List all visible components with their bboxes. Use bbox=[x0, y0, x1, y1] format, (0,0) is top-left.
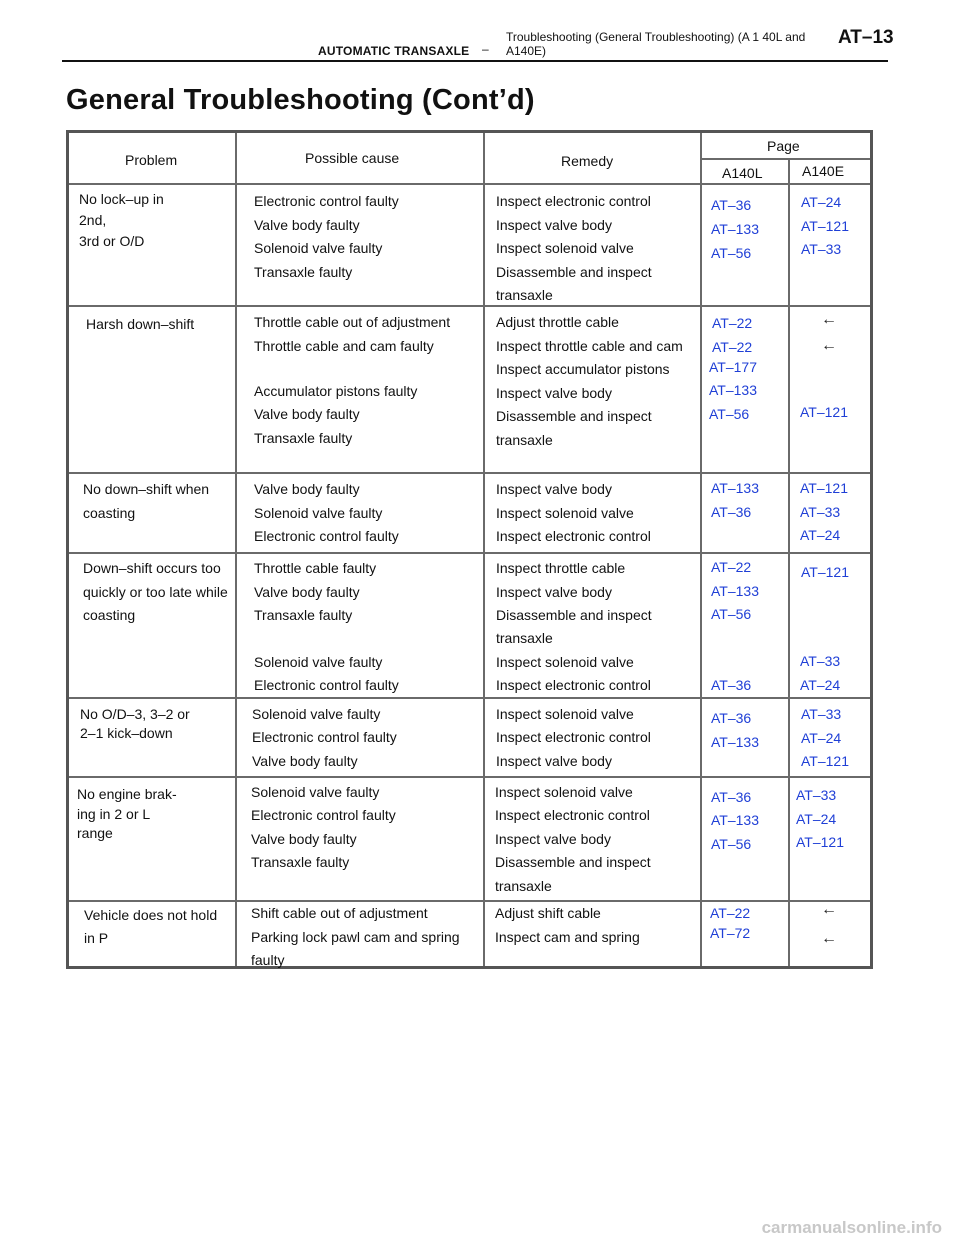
problem-text: No O/D–3, 3–2 or bbox=[80, 706, 190, 722]
cause-text: faulty bbox=[251, 952, 285, 968]
problem-text: Down–shift occurs too bbox=[83, 560, 221, 576]
page-ref-a140l[interactable]: AT–36 bbox=[711, 677, 752, 693]
header-rule bbox=[62, 60, 888, 62]
remedy-text: Inspect solenoid valve bbox=[495, 784, 633, 800]
cause-text: Solenoid valve faulty bbox=[254, 240, 383, 256]
remedy-text: Inspect solenoid valve bbox=[496, 706, 634, 722]
header-subtitle: Troubleshooting (General Troubleshooting) (A 1 40L and A140E) bbox=[506, 30, 806, 58]
remedy-text: Inspect valve body bbox=[496, 584, 612, 600]
remedy-text: Disassemble and inspect bbox=[495, 854, 651, 870]
remedy-text: transaxle bbox=[496, 630, 553, 646]
remedy-text: Inspect solenoid valve bbox=[496, 505, 634, 521]
page-title: General Troubleshooting (Cont’d) bbox=[66, 84, 535, 116]
header-section: AUTOMATIC TRANSAXLE bbox=[318, 44, 470, 58]
header-dash: – bbox=[482, 42, 489, 56]
page-ref-a140l[interactable]: AT–22 bbox=[710, 905, 751, 921]
col-divider-remedy bbox=[700, 133, 702, 966]
cause-text: Valve body faulty bbox=[254, 406, 360, 422]
problem-text: No engine brak- bbox=[77, 786, 177, 802]
cause-text: Electronic control faulty bbox=[254, 528, 399, 544]
page-ref-a140e[interactable]: AT–33 bbox=[796, 787, 837, 803]
page-ref-a140e[interactable]: AT–121 bbox=[796, 834, 844, 850]
cause-text: Transaxle faulty bbox=[254, 430, 353, 446]
remedy-text: Inspect electronic control bbox=[496, 528, 651, 544]
remedy-text: Disassemble and inspect bbox=[496, 607, 652, 623]
cause-text: Throttle cable faulty bbox=[254, 560, 377, 576]
problem-text: coasting bbox=[83, 607, 136, 623]
cause-text: Throttle cable out of adjustment bbox=[254, 314, 451, 330]
col-header-cause: Possible cause bbox=[305, 150, 400, 166]
left-arrow-icon: ← bbox=[821, 337, 837, 354]
page-ref-a140e[interactable]: AT–33 bbox=[801, 241, 842, 257]
row-divider bbox=[69, 552, 870, 554]
remedy-text: Inspect valve body bbox=[496, 753, 612, 769]
row-divider bbox=[69, 305, 870, 307]
cause-text: Parking lock pawl cam and spring bbox=[251, 929, 460, 945]
col-header-a140l: A140L bbox=[722, 165, 763, 181]
remedy-text: Inspect accumulator pistons bbox=[496, 361, 670, 377]
cause-text: Accumulator pistons faulty bbox=[254, 383, 418, 399]
remedy-text: Inspect valve body bbox=[496, 481, 612, 497]
page-ref-a140e[interactable]: AT–24 bbox=[801, 194, 842, 210]
cause-text: Electronic control faulty bbox=[251, 807, 396, 823]
col-header-a140e: A140E bbox=[802, 163, 845, 179]
remedy-text: transaxle bbox=[496, 287, 553, 303]
remedy-text: transaxle bbox=[496, 432, 553, 448]
problem-text: 3rd or O/D bbox=[79, 233, 145, 249]
page-ref-a140l[interactable]: AT–72 bbox=[710, 925, 751, 941]
cause-text: Valve body faulty bbox=[251, 831, 357, 847]
remedy-text: Inspect electronic control bbox=[496, 677, 651, 693]
row-divider bbox=[69, 776, 870, 778]
remedy-text: Inspect valve body bbox=[495, 831, 611, 847]
page-ref-a140l[interactable]: AT–133 bbox=[711, 812, 759, 828]
cause-text: Solenoid valve faulty bbox=[254, 654, 383, 670]
remedy-text: Inspect solenoid valve bbox=[496, 654, 634, 670]
troubleshooting-table bbox=[66, 130, 873, 969]
remedy-text: Inspect electronic control bbox=[496, 729, 651, 745]
page-ref-a140e[interactable]: AT–24 bbox=[800, 677, 841, 693]
remedy-text: Inspect electronic control bbox=[495, 807, 650, 823]
page-ref-a140l[interactable]: AT–36 bbox=[711, 504, 752, 520]
problem-text: in P bbox=[84, 930, 109, 946]
col-divider-problem bbox=[235, 133, 237, 966]
problem-text: No down–shift when bbox=[83, 481, 210, 497]
page-ref-a140e[interactable]: AT–121 bbox=[800, 480, 848, 496]
problem-text: quickly or too late while bbox=[83, 584, 228, 600]
page-ref-a140e[interactable]: AT–33 bbox=[800, 653, 841, 669]
remedy-text: Inspect electronic control bbox=[496, 193, 651, 209]
page-ref-a140l[interactable]: AT–22 bbox=[712, 315, 753, 331]
col-divider-page bbox=[788, 158, 790, 966]
cause-text: Valve body faulty bbox=[254, 217, 360, 233]
page-ref-a140l[interactable]: AT–36 bbox=[711, 197, 752, 213]
cause-text: Transaxle faulty bbox=[251, 854, 350, 870]
page-ref-a140l[interactable]: AT–133 bbox=[709, 382, 757, 398]
page-ref-a140e[interactable]: AT–24 bbox=[801, 730, 842, 746]
problem-text: ing in 2 or L bbox=[77, 806, 151, 822]
problem-text: 2nd, bbox=[79, 212, 107, 228]
cause-text: Transaxle faulty bbox=[254, 264, 353, 280]
remedy-text: Inspect throttle cable and cam bbox=[496, 338, 683, 354]
row-divider bbox=[69, 900, 870, 902]
page-ref-a140e[interactable]: AT–24 bbox=[800, 527, 841, 543]
cause-text: Throttle cable and cam faulty bbox=[254, 338, 434, 354]
col-header-problem: Problem bbox=[125, 152, 178, 168]
cause-text: Valve body faulty bbox=[254, 584, 360, 600]
problem-text: Vehicle does not hold bbox=[84, 907, 218, 923]
remedy-text: Inspect valve body bbox=[496, 385, 612, 401]
cause-text: Electronic control faulty bbox=[254, 193, 399, 209]
problem-text: 2–1 kick–down bbox=[80, 725, 173, 741]
page-ref-a140l[interactable]: AT–56 bbox=[711, 606, 752, 622]
page-ref-a140l[interactable]: AT–133 bbox=[711, 221, 759, 237]
row-divider bbox=[69, 472, 870, 474]
problem-text: range bbox=[77, 825, 113, 841]
page-ref-a140l[interactable]: AT–133 bbox=[711, 734, 759, 750]
cause-text: Solenoid valve faulty bbox=[251, 784, 380, 800]
page-ref-a140l[interactable]: AT–36 bbox=[711, 710, 752, 726]
page-ref-a140e[interactable]: AT–121 bbox=[801, 753, 849, 769]
remedy-text: Adjust shift cable bbox=[495, 905, 601, 921]
remedy-text: Inspect cam and spring bbox=[495, 929, 640, 945]
cause-text: Transaxle faulty bbox=[254, 607, 353, 623]
remedy-text: Disassemble and inspect bbox=[496, 408, 652, 424]
left-arrow-icon: ← bbox=[821, 311, 837, 328]
site-watermark: carmanualsonline.info bbox=[761, 1218, 942, 1237]
remedy-text: Inspect valve body bbox=[496, 217, 612, 233]
page-ref-a140l[interactable]: AT–133 bbox=[711, 480, 759, 496]
left-arrow-icon: ← bbox=[821, 930, 837, 947]
remedy-text: Disassemble and inspect bbox=[496, 264, 652, 280]
remedy-text: Inspect throttle cable bbox=[496, 560, 626, 576]
page-ref-a140l[interactable]: AT–22 bbox=[712, 339, 753, 355]
page-ref-a140e[interactable]: AT–121 bbox=[801, 218, 849, 234]
remedy-text: Adjust throttle cable bbox=[496, 314, 619, 330]
page-ref-a140e[interactable]: AT–33 bbox=[800, 504, 841, 520]
cause-text: Valve body faulty bbox=[252, 753, 358, 769]
page-ref-a140e[interactable]: AT–121 bbox=[800, 404, 848, 420]
header-bottom-rule bbox=[69, 183, 870, 185]
col-header-page: Page bbox=[767, 138, 800, 154]
page-ref-a140l[interactable]: AT–56 bbox=[711, 245, 752, 261]
remedy-text: transaxle bbox=[495, 878, 552, 894]
cause-text: Shift cable out of adjustment bbox=[251, 905, 428, 921]
header-page-code: AT–13 bbox=[838, 27, 894, 48]
cause-text: Electronic control faulty bbox=[254, 677, 399, 693]
page-ref-a140l[interactable]: AT–133 bbox=[711, 583, 759, 599]
page-ref-a140l[interactable]: AT–177 bbox=[709, 359, 757, 375]
page-ref-a140e[interactable]: AT–24 bbox=[796, 811, 837, 827]
page-subheader-rule bbox=[700, 158, 870, 160]
remedy-text: Inspect solenoid valve bbox=[496, 240, 634, 256]
page-ref-a140e[interactable]: AT–121 bbox=[801, 564, 849, 580]
page-ref-a140l[interactable]: AT–56 bbox=[711, 836, 752, 852]
problem-text: coasting bbox=[83, 505, 136, 521]
cause-text: Valve body faulty bbox=[254, 481, 360, 497]
page-ref-a140l[interactable]: AT–22 bbox=[711, 559, 752, 575]
col-divider-cause bbox=[483, 133, 485, 966]
row-divider bbox=[69, 697, 870, 699]
page-ref-a140l[interactable]: AT–36 bbox=[711, 789, 752, 805]
page-ref-a140l[interactable]: AT–56 bbox=[709, 406, 750, 422]
cause-text: Electronic control faulty bbox=[252, 729, 397, 745]
cause-text: Solenoid valve faulty bbox=[252, 706, 381, 722]
problem-text: No lock–up in bbox=[79, 191, 164, 207]
col-header-remedy: Remedy bbox=[561, 153, 614, 169]
page-ref-a140e[interactable]: AT–33 bbox=[801, 706, 842, 722]
left-arrow-icon: ← bbox=[821, 901, 837, 918]
cause-text: Solenoid valve faulty bbox=[254, 505, 383, 521]
problem-text: Harsh down–shift bbox=[86, 316, 195, 332]
